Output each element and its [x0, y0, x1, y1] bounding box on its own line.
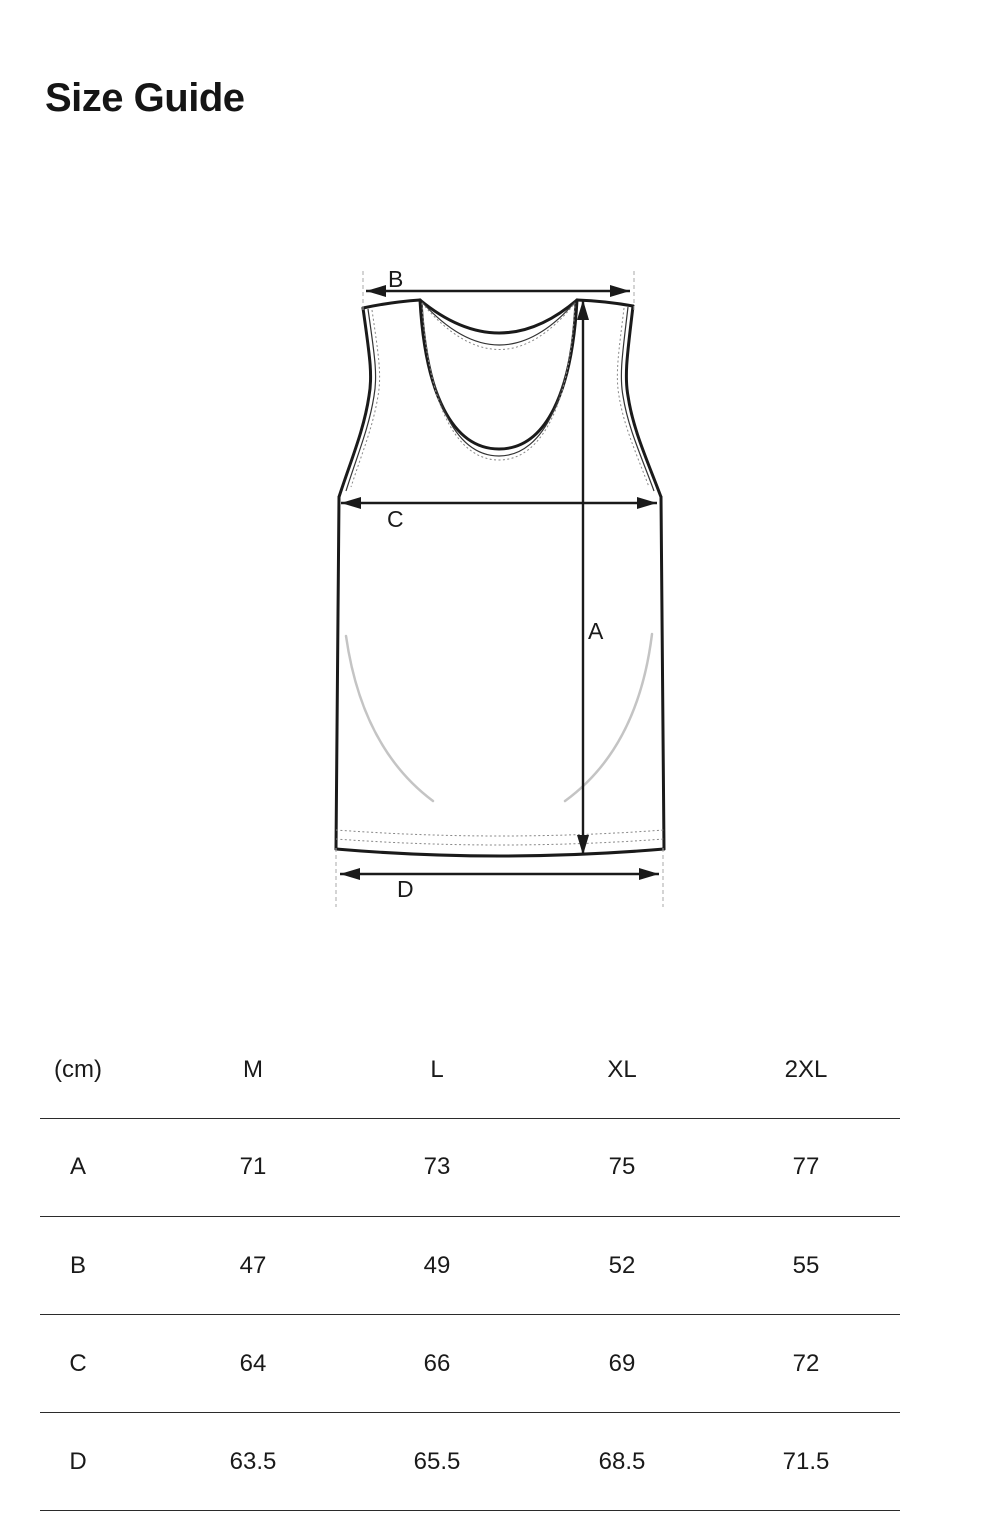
table-cell: 68.5 [598, 1448, 646, 1475]
page-title: Size Guide [45, 76, 245, 120]
table-cell: 73 [423, 1153, 451, 1180]
measure-label-d: D [397, 876, 414, 902]
table-cell: 66 [423, 1350, 451, 1377]
table-col-header-2xl: 2XL [784, 1056, 828, 1083]
table-col-header-m: M [243, 1056, 263, 1083]
measure-label-c: C [387, 506, 404, 532]
table-col-header-l: L [430, 1056, 444, 1083]
table-cell: 63.5 [229, 1448, 277, 1475]
table-row-label: B [69, 1252, 87, 1279]
table-cell: 69 [608, 1350, 636, 1377]
table-cell: 64 [239, 1350, 267, 1377]
seam-lines [346, 302, 654, 491]
table-cell: 49 [423, 1252, 451, 1279]
table-row-label: D [69, 1448, 87, 1475]
measure-label-a: A [588, 618, 604, 644]
table-rule [40, 1216, 900, 1217]
table-cell: 47 [239, 1252, 267, 1279]
table-cell: 71.5 [782, 1448, 830, 1475]
table-cell: 55 [792, 1252, 820, 1279]
table-unit-header: (cm) [54, 1056, 102, 1083]
table-rule [40, 1118, 900, 1119]
table-cell: 71 [239, 1153, 267, 1180]
table-cell: 52 [608, 1252, 636, 1279]
table-col-header-xl: XL [607, 1056, 637, 1083]
garment-outline [336, 300, 664, 856]
table-rule [40, 1314, 900, 1315]
table-rule [40, 1412, 900, 1413]
table-row-label: A [69, 1153, 87, 1180]
table-row-label: C [69, 1350, 87, 1377]
table-rule [40, 1510, 900, 1511]
table-cell: 72 [792, 1350, 820, 1377]
table-cell: 75 [608, 1153, 636, 1180]
measure-label-b: B [388, 266, 404, 292]
stitch-lines [336, 303, 664, 845]
table-cell: 77 [792, 1153, 820, 1180]
table-cell: 65.5 [413, 1448, 461, 1475]
fabric-wrinkle-lines [346, 634, 652, 801]
dimension-guide-lines [336, 271, 663, 907]
